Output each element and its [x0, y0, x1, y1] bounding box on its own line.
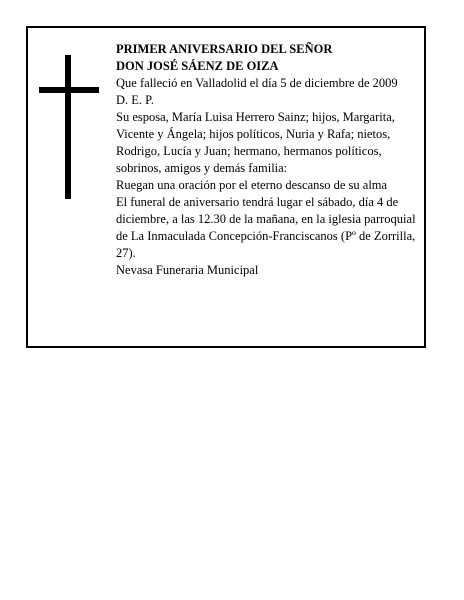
notice-title-line-1: PRIMER ANIVERSARIO DEL SEÑOR — [116, 42, 333, 56]
family-list: Su esposa, María Luisa Herrero Sainz; hijos, Margarita, Vicente y Ángela; hijos políticos, Nuria y Rafa; nietos, Rodrigo, Lucía y Juan; hermano, hermanos políticos, sobrinos, amigos y demás familia: — [116, 110, 395, 175]
funeral-details: El funeral de aniversario tendrá lugar el sábado, día 4 de diciembre, a las 12.30 de la mañana, en la iglesia parroquial de La Inmaculada Concepción-Franciscanos (Pº de Zorrilla, 27). — [116, 195, 416, 260]
cross-horizontal-bar — [39, 87, 99, 93]
cross-icon — [39, 55, 99, 199]
notice-text — [116, 41, 424, 279]
funeral-home: Nevasa Funeraria Municipal — [116, 263, 259, 277]
prayer-request: Ruegan una oración por el eterno descanso de su alma — [116, 178, 388, 192]
notice-title-line-2: DON JOSÉ SÁENZ DE OIZA — [116, 59, 279, 73]
cross-vertical-bar — [65, 55, 71, 199]
obituary-notice — [26, 26, 426, 348]
death-info: Que falleció en Valladolid el día 5 de diciembre de 2009 — [116, 76, 398, 90]
dep-line: D. E. P. — [116, 93, 154, 107]
